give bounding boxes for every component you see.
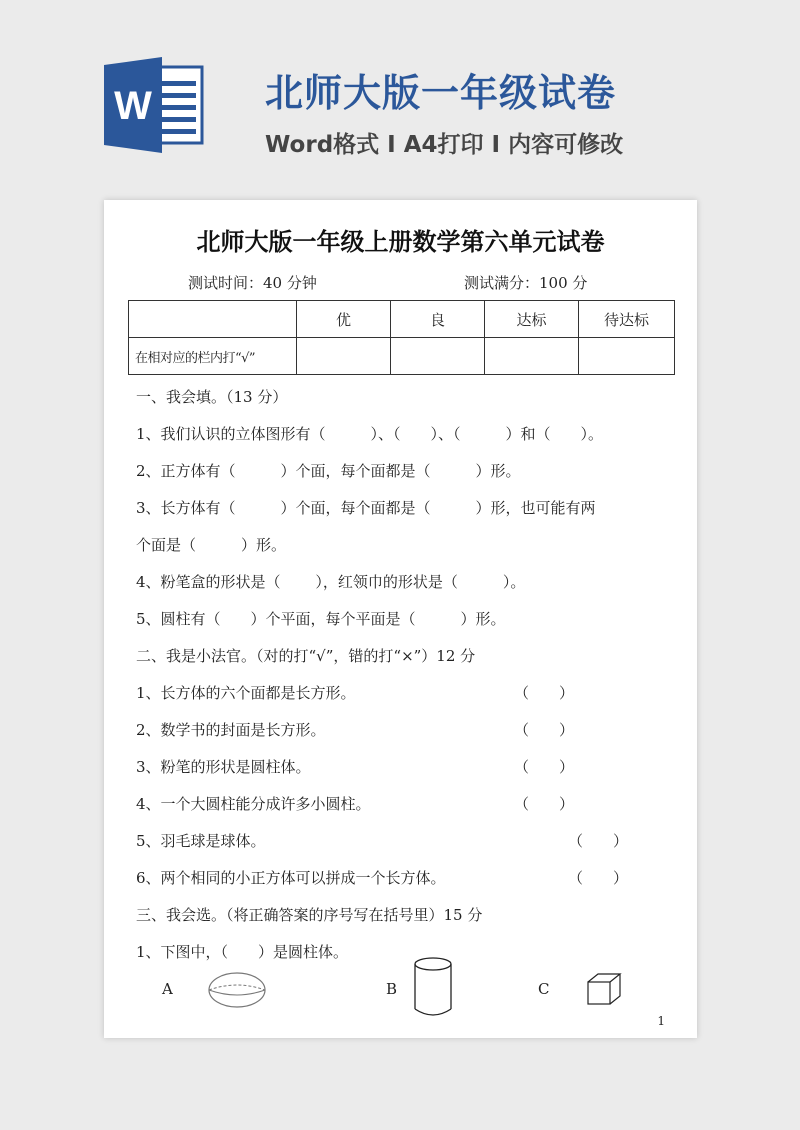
judge-item xyxy=(136,683,677,703)
judge-item xyxy=(136,757,677,777)
answer-bracket: （ ） xyxy=(514,721,575,739)
judge-item xyxy=(136,831,677,851)
test-time: 测试时间：40 分钟 xyxy=(188,274,317,292)
answer-bracket: （ ） xyxy=(514,795,575,813)
grade-table-row xyxy=(129,338,675,375)
document-page xyxy=(104,200,697,1038)
question-item: 个面是（ ）形。 xyxy=(136,536,287,554)
judge-item xyxy=(136,868,677,888)
question-item: 4、粉笔盒的形状是（ ），红领巾的形状是（ ）。 xyxy=(136,573,526,591)
judge-item xyxy=(136,720,677,740)
grade-header-cell: 达标 xyxy=(485,301,579,338)
grade-row-label: 在相对应的栏内打“√” xyxy=(129,338,297,375)
judge-text: 3、粉笔的形状是圆柱体。 xyxy=(136,758,311,776)
test-score: 测试满分：100 分 xyxy=(464,274,588,292)
page-number: 1 xyxy=(657,1014,665,1028)
answer-bracket: （ ） xyxy=(514,758,575,776)
document-title: 北师大版一年级上册数学第六单元试卷 xyxy=(196,228,605,256)
question-item: 5、圆柱有（ ）个平面，每个平面是（ ）形。 xyxy=(136,610,506,628)
judge-text: 6、两个相同的小正方体可以拼成一个长方体。 xyxy=(136,869,446,887)
judge-item xyxy=(136,794,677,814)
word-logo-icon xyxy=(104,57,204,153)
grade-header-cell: 优 xyxy=(297,301,391,338)
answer-bracket: （ ） xyxy=(514,684,575,702)
grade-cell xyxy=(297,338,391,375)
grade-cell xyxy=(579,338,675,375)
section2-heading: 二、我是小法官。（对的打“√”，错的打“×”）12 分 xyxy=(136,647,476,665)
option-label-b: B xyxy=(386,980,398,998)
cylinder-figure xyxy=(412,956,454,1018)
question-item: 1、我们认识的立体图形有（ ）、（ ）、（ ）和（ ）。 xyxy=(136,425,604,443)
judge-text: 5、羽毛球是球体。 xyxy=(136,832,266,850)
grade-header-cell xyxy=(129,301,297,338)
logo-letter: W xyxy=(114,84,152,128)
answer-bracket: （ ） xyxy=(568,869,629,887)
answer-bracket: （ ） xyxy=(568,832,629,850)
grade-cell xyxy=(485,338,579,375)
grade-table xyxy=(128,300,675,375)
grade-header-cell: 良 xyxy=(391,301,485,338)
banner-title: 北师大版一年级试卷 xyxy=(265,71,617,115)
option-label-a: A xyxy=(162,980,173,998)
question-item: 2、正方体有（ ）个面，每个面都是（ ）形。 xyxy=(136,462,521,480)
grade-header-cell: 待达标 xyxy=(579,301,675,338)
sphere-figure xyxy=(206,970,268,1010)
judge-text: 4、一个大圆柱能分成许多小圆柱。 xyxy=(136,795,371,813)
question-item: 1、下图中，（ ）是圆柱体。 xyxy=(136,943,349,961)
section1-heading: 一、我会填。（13 分） xyxy=(136,388,288,406)
banner-subtitle: Word格式 I A4打印 I 内容可修改 xyxy=(265,132,624,158)
cube-figure xyxy=(586,972,626,1006)
grade-cell xyxy=(391,338,485,375)
judge-text: 1、长方体的六个面都是长方形。 xyxy=(136,684,356,702)
grade-table-header xyxy=(129,301,675,338)
question-item: 3、长方体有（ ）个面，每个面都是（ ）形，也可能有两 xyxy=(136,499,596,517)
judge-text: 2、数学书的封面是长方形。 xyxy=(136,721,326,739)
option-label-c: C xyxy=(538,980,550,998)
section3-heading: 三、我会选。（将正确答案的序号写在括号里）15 分 xyxy=(136,906,483,924)
